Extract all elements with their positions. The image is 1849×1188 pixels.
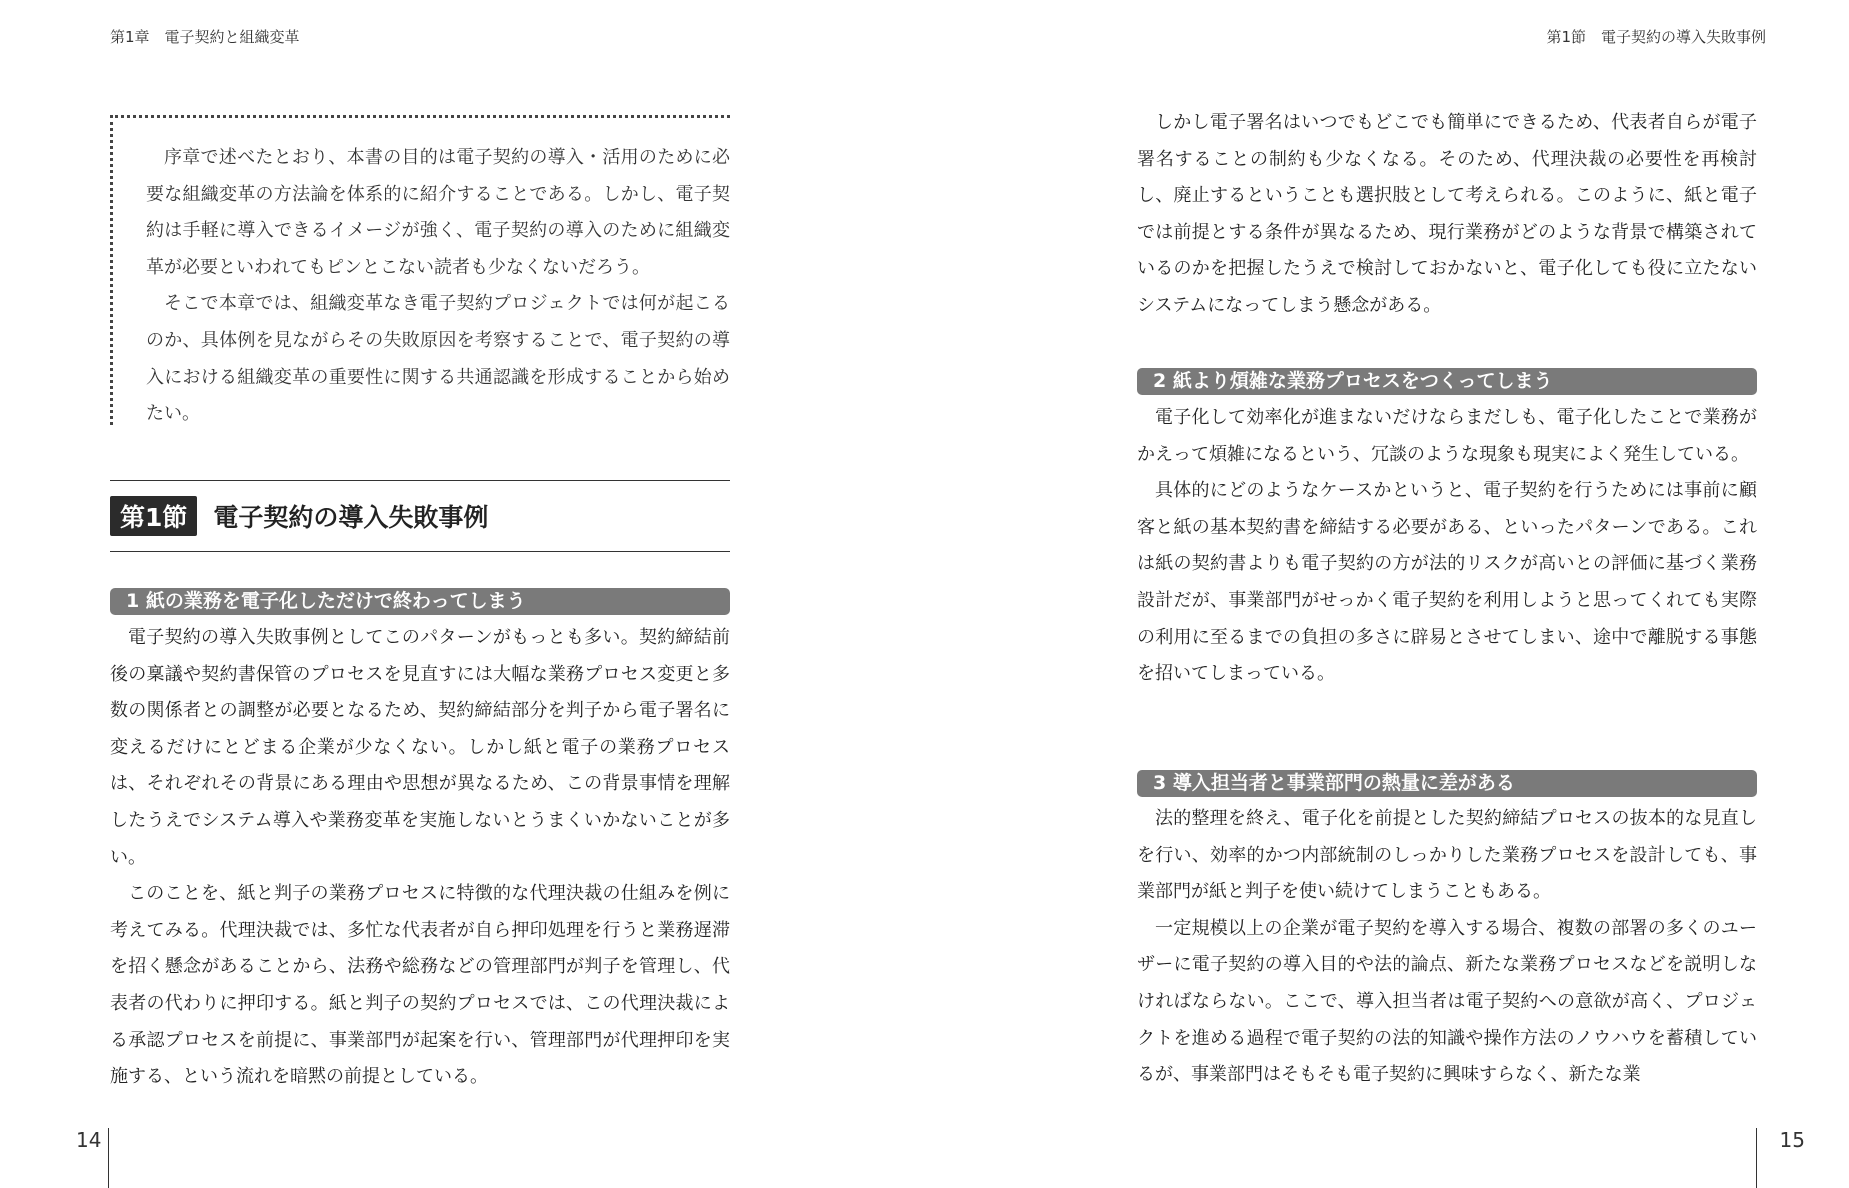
intro-paragraph: 序章で述べたとおり、本書の目的は電子契約の導入・活用のために必要な組織変革の方法論を体系的に紹介することである。しかし、電子契約は手軽に導入できるイメージが強く、電子契約の導入のために組織変革が必要といわれてもピンとこない読者も少なくないだろう。 (146, 147, 730, 278)
body-paragraph: 電子契約の導入失敗事例としてこのパターンがもっとも多い。契約締結前後の稟議や契約書保管のプロセスを見直すには大幅な業務プロセス変更と多数の関係者との調整が必要となるため、契約締結部分を判子から電子署名に変えるだけにとどまる企業が少なくない。しかし紙と電子の業務プロセスは、それぞれその背景にある理由や思想が異なるため、この背景事情を理解したうえでシステム導入や業務変革を実施しないとうまくいかないことが多い。 (110, 627, 730, 868)
body-paragraph: 具体的にどのようなケースかというと、電子契約を行うためには事前に顧客と紙の基本契約書を締結する必要がある、といったパターンである。これは紙の契約書よりも電子契約の方が法的リスクが高いとの評価に基づく業務設計だが、事業部門がせっかく電子契約を利用しようと思ってくれても実際の利用に至るまでの負担の多さに辟易とさせてしまい、途中で離脱する事態を招いてしまっている。 (1137, 480, 1757, 685)
intro-paragraph: そこで本章では、組織変革なき電子契約プロジェクトでは何が起こるのか、具体例を見ながらその失敗原因を考察することで、電子契約の導入における組織変革の重要性に関する共通認識を形成することから始めたい。 (146, 293, 730, 425)
body-paragraph: しかし電子署名はいつでもどこでも簡単にできるため、代表者自らが電子署名することの制約も少なくなる。そのため、代理決裁の必要性を再検討し、廃止するということも選択肢として考えられる。このように、紙と電子では前提とする条件が異なるため、現行業務がどのような背景で構築されているのかを把握したうえで検討しておかないと、電子化しても役に立たないシステムになってしまう懸念がある。 (1137, 112, 1757, 316)
left-page (0, 0, 924, 1188)
right-page (925, 0, 1849, 1188)
page-number-right: 15 (1779, 1128, 1805, 1152)
section-title: 電子契約の導入失敗事例 (213, 503, 489, 532)
subsection-heading-1: 1 紙の業務を電子化しただけで終わってしまう (110, 588, 730, 615)
page-number-left: 14 (76, 1128, 102, 1152)
folio-rule-left (108, 1128, 109, 1188)
subsection-heading-3: 3 導入担当者と事業部門の熱量に差がある (1137, 770, 1757, 797)
running-head-left: 第1章 電子契約と組織変革 (110, 28, 300, 46)
subsection-heading-2: 2 紙より煩雑な業務プロセスをつくってしまう (1137, 368, 1757, 395)
intro-text (146, 140, 730, 433)
subsection-2-body (1137, 400, 1757, 693)
section-heading (110, 480, 730, 552)
body-paragraph: 法的整理を終え、電子化を前提とした契約締結プロセスの抜本的な見直しを行い、効率的かつ内部統制のしっかりした業務プロセスを設計しても、事業部門が紙と判子を使い続けてしまうこともある。 (1137, 808, 1757, 903)
section-badge: 第1節 (110, 496, 197, 536)
subsection-1-body (110, 620, 730, 1096)
running-head-right: 第1節 電子契約の導入失敗事例 (1546, 28, 1766, 46)
body-paragraph: 一定規模以上の企業が電子契約を導入する場合、複数の部署の多くのユーザーに電子契約の導入目的や法的論点、新たな業務プロセスなどを説明しなければならない。ここで、導入担当者は電子契約への意欲が高く、プロジェクトを進める過程で電子契約の法的知識や操作方法のノウハウを蓄積しているが、事業部門はそもそも電子契約に興味すらなく、新たな業 (1137, 917, 1757, 1086)
continuation-body (1137, 105, 1757, 325)
folio-rule-right (1756, 1128, 1757, 1188)
subsection-3-body (1137, 801, 1757, 1094)
body-paragraph: 電子化して効率化が進まないだけならまだしも、電子化したことで業務がかえって煩雑になるという、冗談のような現象も現実によく発生している。 (1137, 407, 1757, 465)
body-paragraph: このことを、紙と判子の業務プロセスに特徴的な代理決裁の仕組みを例に考えてみる。代理決裁では、多忙な代表者が自ら押印処理を行うと業務遅滞を招く懸念があることから、法務や総務などの管理部門が判子を管理し、代表者の代わりに押印する。紙と判子の契約プロセスでは、この代理決裁による承認プロセスを前提に、事業部門が起案を行い、管理部門が代理押印を実施する、という流れを暗黙の前提としている。 (110, 883, 730, 1088)
